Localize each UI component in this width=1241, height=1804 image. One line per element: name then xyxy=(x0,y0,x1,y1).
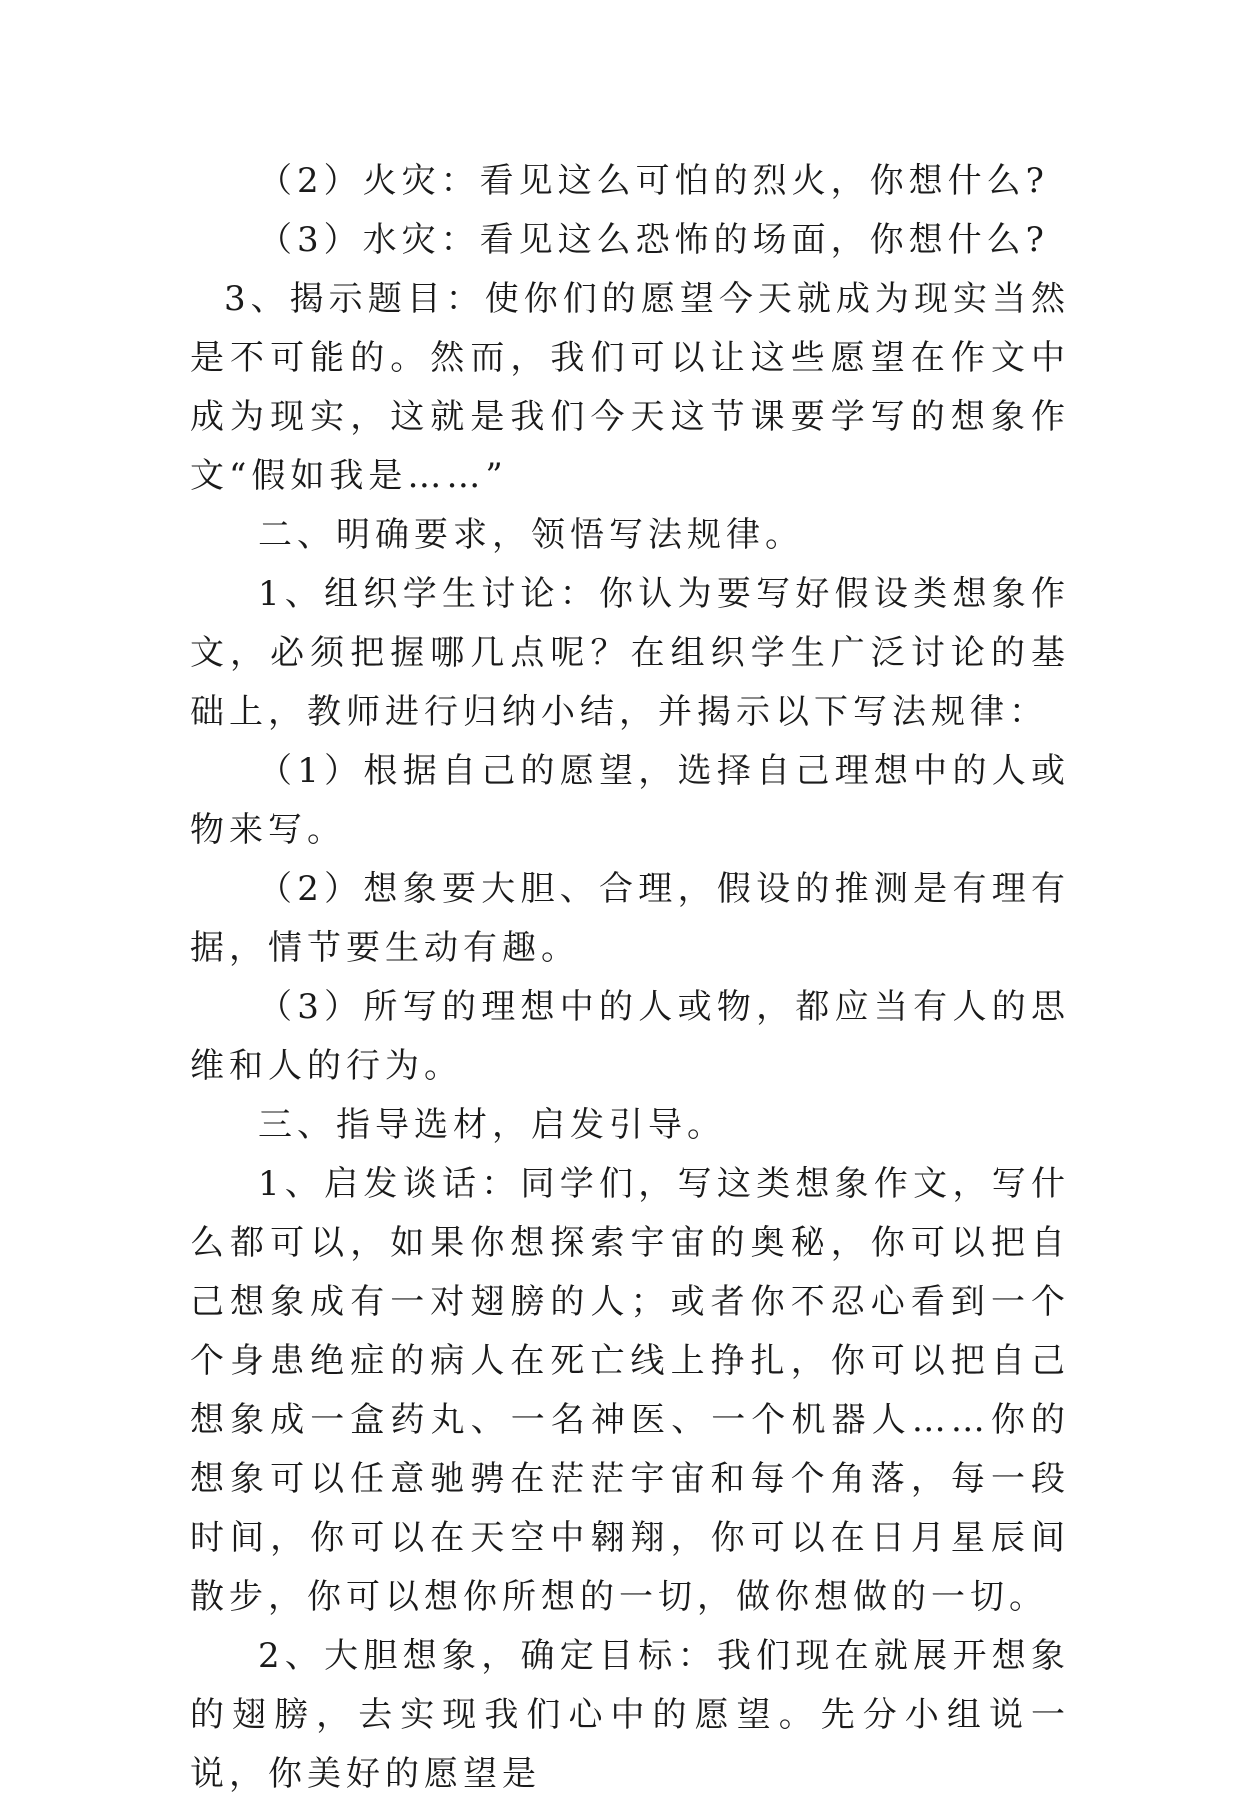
paragraph: 2、大胆想象，确定目标：我们现在就展开想象的翅膀，去实现我们心中的愿望。先分小组说一说，你美好的愿望是 xyxy=(190,1636,1070,1794)
list-item: （1）根据自己的愿望，选择自己理想中的人或物来写。 xyxy=(190,751,1070,850)
section-heading: 二、明确要求，领悟写法规律。 xyxy=(258,515,804,555)
list-item: （3）所写的理想中的人或物，都应当有人的思维和人的行为。 xyxy=(190,987,1070,1086)
paragraph: 1、组织学生讨论：你认为要写好假设类想象作文，必须把握哪几点呢？在组织学生广泛讨论的基础上，教师进行归纳小结，并揭示以下写法规律： xyxy=(190,574,1070,732)
document-body xyxy=(190,152,1070,1804)
list-item: （2）想象要大胆、合理，假设的推测是有理有据，情节要生动有趣。 xyxy=(190,869,1070,968)
paragraph: 3、揭示题目：使你们的愿望今天就成为现实当然是不可能的。然而，我们可以让这些愿望在作文中成为现实，这就是我们今天这节课要学写的想象作文“假如我是……” xyxy=(190,279,1070,496)
paragraph: 1、启发谈话：同学们，写这类想象作文，写什么都可以，如果你想探索宇宙的奥秘，你可以把自己想象成有一对翅膀的人；或者你不忍心看到一个个身患绝症的病人在死亡线上挣扎，你可以把自己想象成一盒药丸、一名神医、一个机器人……你的想象可以任意驰骋在茫茫宇宙和每个角落，每一段时间，你可以在天空中翱翔，你可以在日月星辰间散步，你可以想你所想的一切，做你想做的一切。 xyxy=(190,1164,1070,1617)
section-heading: 三、指导选材，启发引导。 xyxy=(258,1105,726,1145)
paragraph: （3）水灾：看见这么恐怖的场面，你想什么? xyxy=(258,220,1049,260)
paragraph: （2）火灾：看见这么可怕的烈火，你想什么? xyxy=(258,161,1049,201)
